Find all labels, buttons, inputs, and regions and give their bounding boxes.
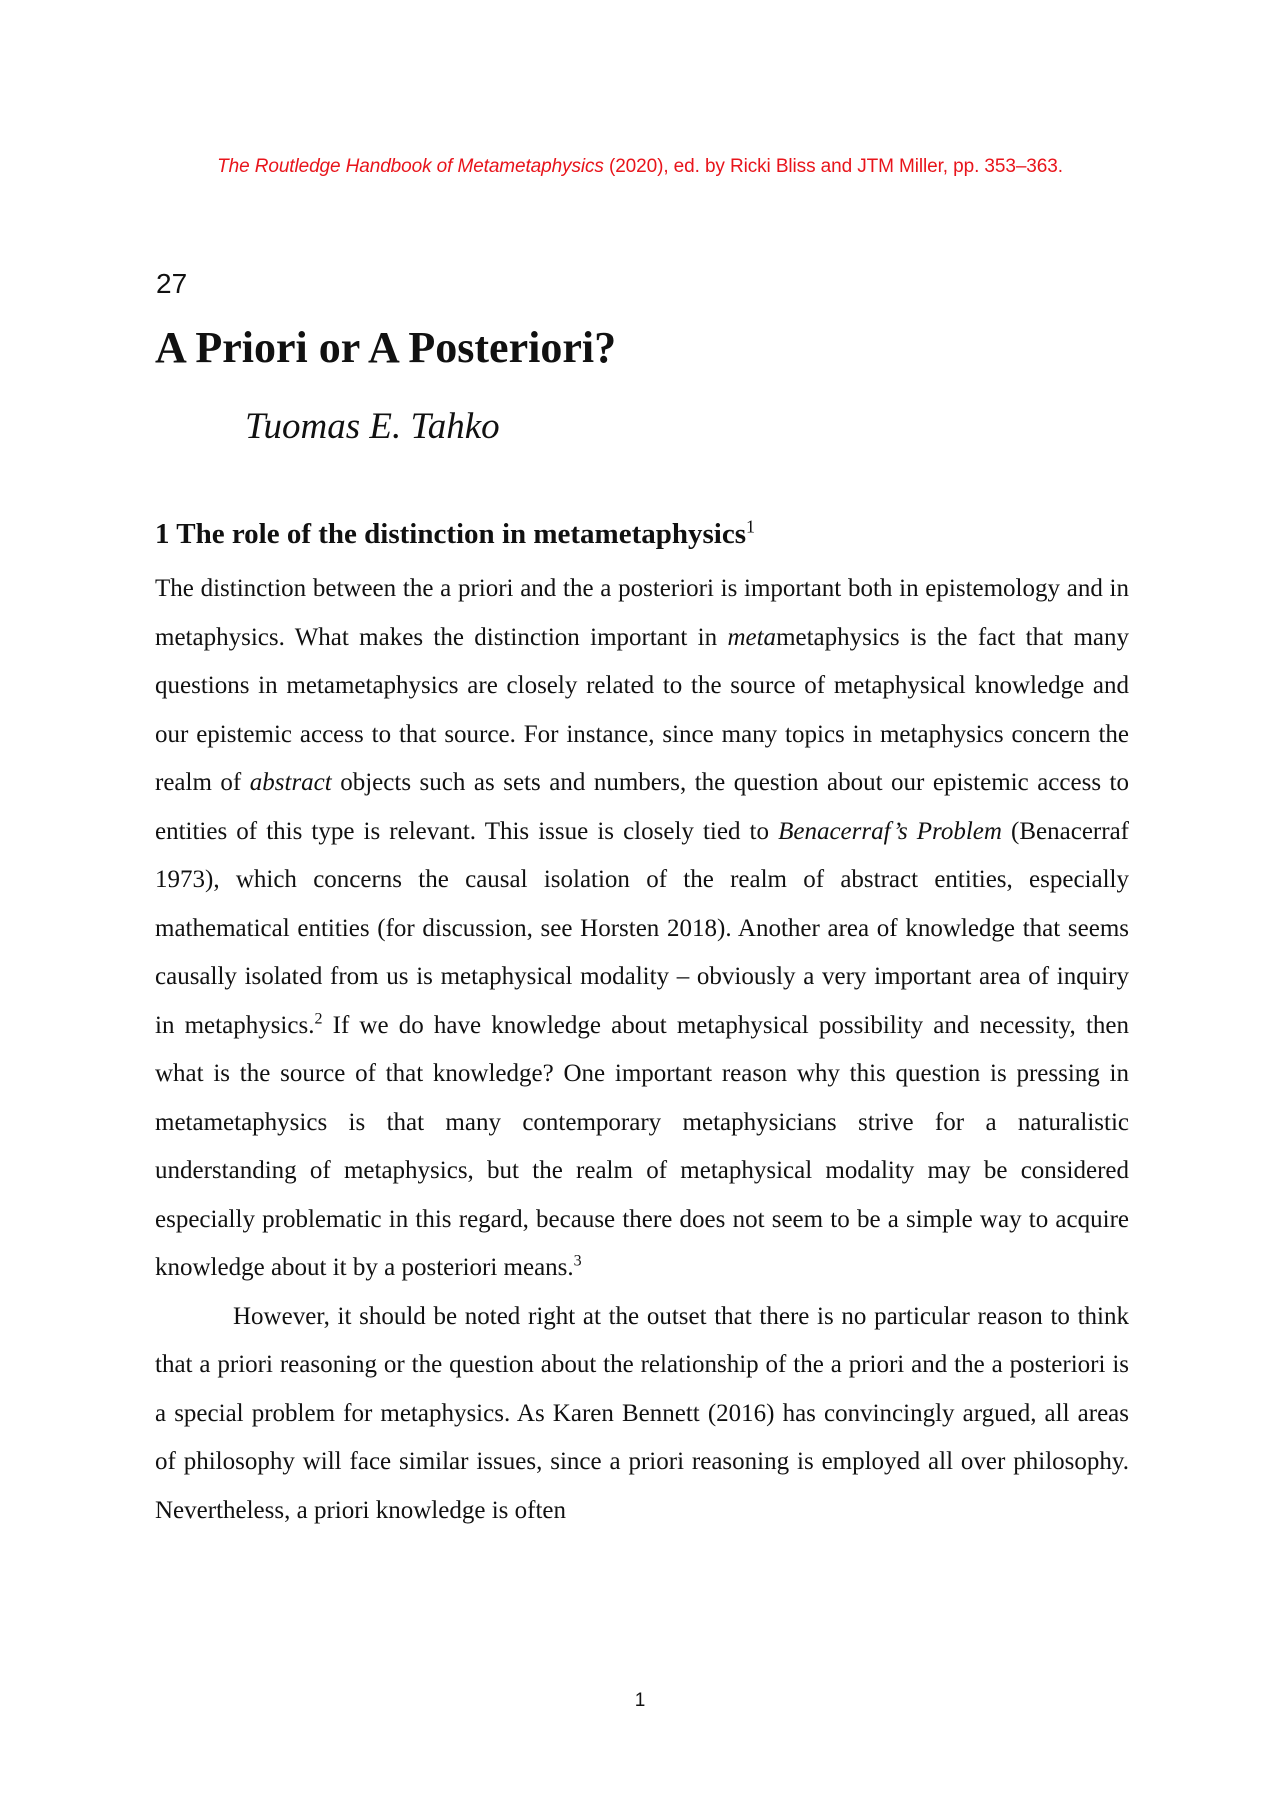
body-text <box>155 565 1129 1535</box>
chapter-title: A Priori or A Posteriori? <box>155 323 617 372</box>
paragraph-1-text-d: (Benacerraf 1973), which concerns the causal isolation of the realm of abstract entities, especially mathematical entities (for discussion, see Horsten 2018). Another area of knowledge that seems causally isolated from us is metaphysical modality – obviously a very important area of inquiry in metaphysics. <box>155 817 1129 1039</box>
citation-details: (2020), ed. by Ricki Bliss and JTM Miller, pp. 353–363. <box>603 156 1063 177</box>
paragraph-1-text-e: If we do have knowledge about metaphysical possibility and necessity, then what is the source of that knowledge? One important reason why this question is pressing in metametaphysics is that many contemporary metaphysicians strive for a naturalistic understanding of metaphysics, but the realm of metaphysical modality may be considered especially problematic in this regard, because there does not seem to be a simple way to acquire knowledge about it by a posteriori means. <box>155 1011 1130 1281</box>
citation-book-title: The Routledge Handbook of Metametaphysics <box>217 156 604 177</box>
author-name: Tuomas E. Tahko <box>245 406 500 447</box>
section-heading <box>155 518 755 551</box>
paragraph-2: However, it should be noted right at the outset that there is no particular reason to think that a priori reasoning or the question about the relationship of the a priori and the a posteriori is a special problem for metaphysics. As Karen Bennett (2016) has convincingly argued, all areas of philosophy will face similar issues, since a priori reasoning is employed all over philosophy. Nevertheless, a priori knowledge is often <box>155 1302 1129 1524</box>
chapter-number: 27 <box>156 268 188 299</box>
footnote-marker-2[interactable]: 2 <box>314 1010 323 1028</box>
section-heading-text: 1 The role of the distinction in metametaphysics <box>155 518 747 550</box>
emphasis-abstract: abstract <box>249 769 332 796</box>
emphasis-benacerraf-problem: Benacerraf’s Problem <box>778 817 1002 845</box>
paragraph-1-text-a: The distinction between the a priori and the a posteriori is important both in epistemology and in metaphysics. What makes the distinction important in <box>155 575 1129 651</box>
paragraph-1-text-c: objects such as sets and numbers, the question about our epistemic access to entities of this type is relevant. This issue is closely tied to <box>155 769 1130 845</box>
page-number: 1 <box>634 1690 646 1711</box>
emphasis-meta: meta <box>727 623 777 651</box>
paragraph-1-text-b: metaphysics is the fact that many questions in metametaphysics are closely related to the source of metaphysical knowledge and our epistemic access to that source. For instance, since many topics in metaphysics concern the realm of <box>155 623 1130 796</box>
paragraph-1 <box>155 565 1129 1293</box>
footnote-marker-1[interactable]: 1 <box>746 516 756 537</box>
footnote-marker-3[interactable]: 3 <box>573 1252 582 1270</box>
citation-header <box>0 156 1280 178</box>
